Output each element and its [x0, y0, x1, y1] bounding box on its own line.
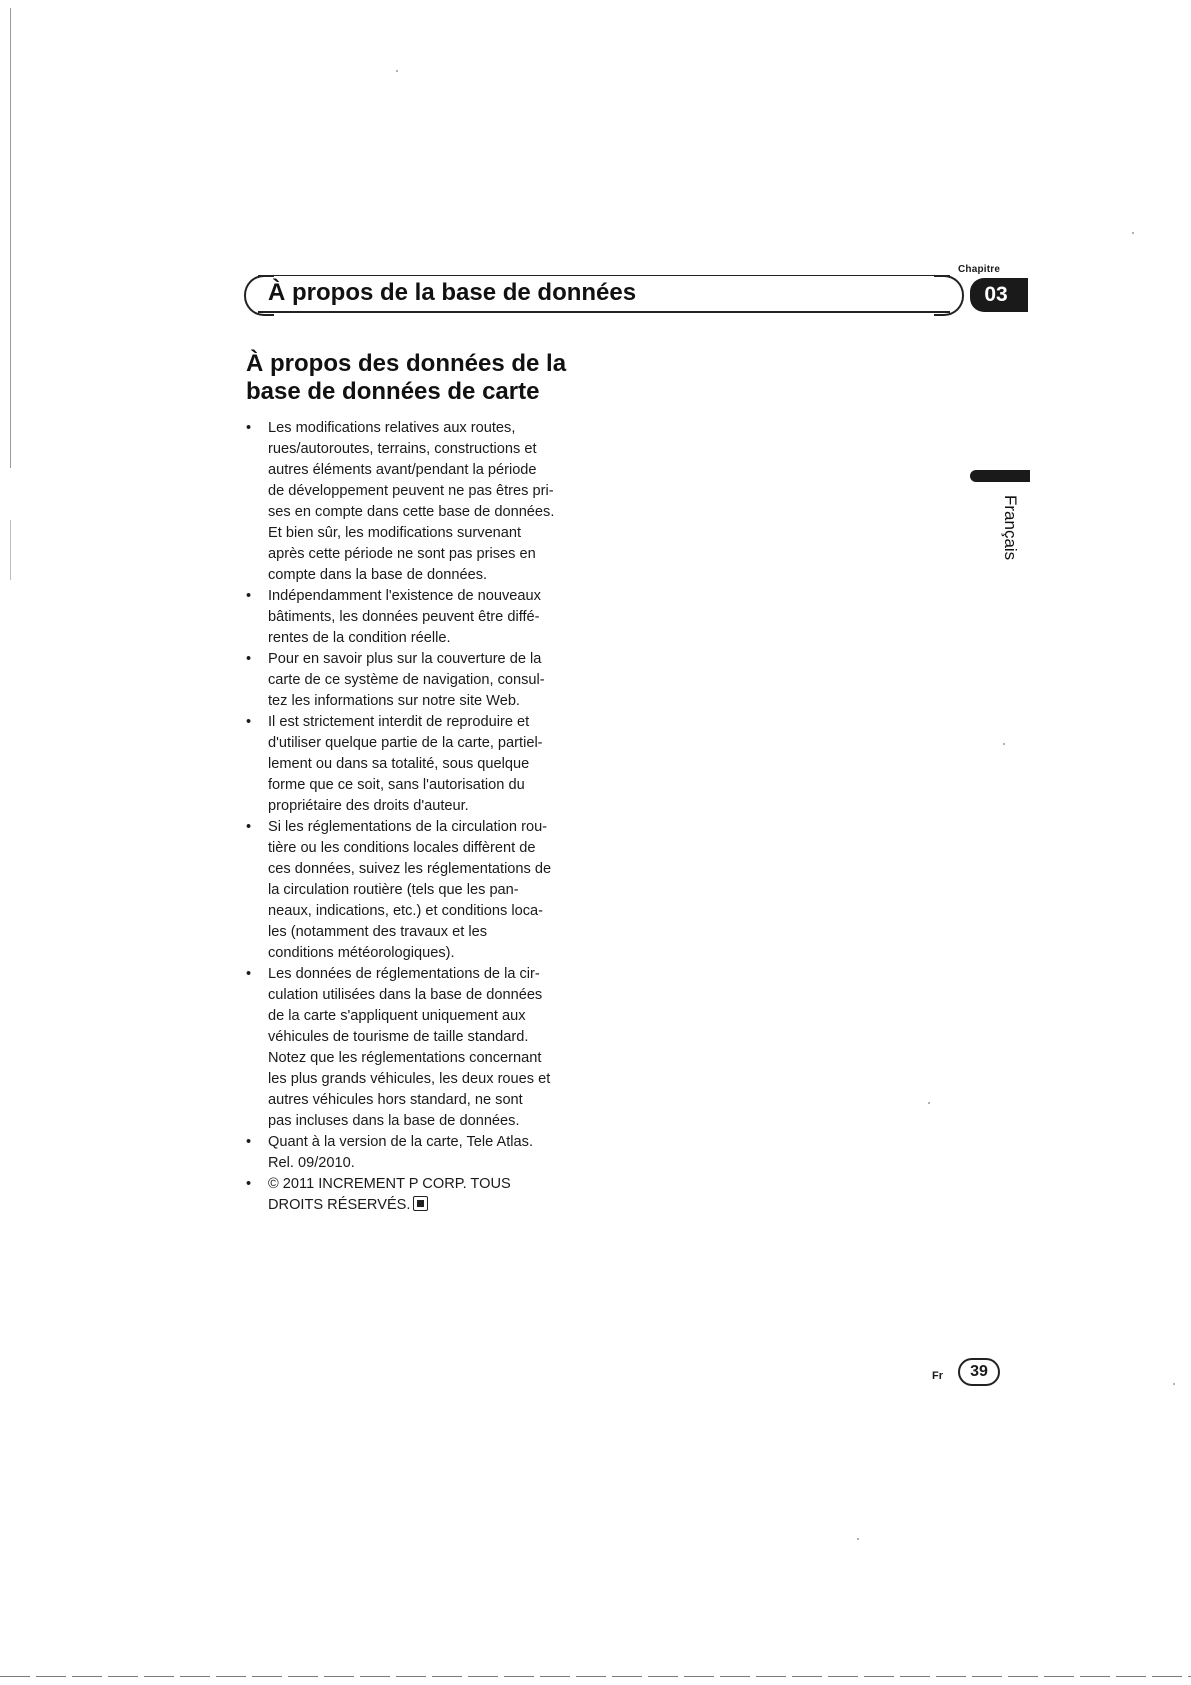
bullet-line: neaux, indications, etc.) et conditions loca- [268, 903, 544, 919]
bullet-line: • Les modifications relatives aux routes, [268, 420, 516, 436]
scan-speck [1132, 232, 1134, 234]
bullet-item [246, 817, 596, 964]
bullet-line: après cette période ne sont pas prises en [268, 546, 536, 562]
bullet-line: lement ou dans sa totalité, sous quelque [268, 756, 530, 772]
bullet-line [268, 1195, 596, 1216]
section-title-line: À propos des données de la [246, 350, 567, 377]
bullet-line: Rel. 09/2010. [268, 1155, 355, 1171]
bullet-line: • Les données de réglementations de la cir- [268, 966, 540, 982]
bullet-line: tez les informations sur notre site Web. [268, 693, 520, 709]
bullet-line: de la carte s'appliquent uniquement aux [268, 1008, 526, 1024]
section-title [246, 350, 666, 406]
bullet-item [246, 1174, 596, 1216]
bullet-line: bâtiments, les données peuvent être diffé- [268, 609, 540, 625]
scan-speck [857, 1538, 859, 1540]
scan-edge [10, 8, 11, 468]
bullet-line: • Pour en savoir plus sur la couverture de la [268, 651, 542, 667]
bullet-line: ses en compte dans cette base de données. [268, 504, 555, 520]
bullet-line: culation utilisées dans la base de données [268, 987, 543, 1003]
bullet-line: la circulation routière (tels que les pan- [268, 882, 519, 898]
bullet-line: Notez que les réglementations concernant [268, 1050, 542, 1066]
scan-speck [1173, 1383, 1175, 1385]
bullet-line: autres éléments avant/pendant la période [268, 462, 537, 478]
bullet-line: • Si les réglementations de la circulation rou- [268, 819, 548, 835]
scan-speck [1003, 743, 1005, 745]
page-language-code: Fr [932, 1370, 943, 1382]
bullet-line: d'utiliser quelque partie de la carte, partiel- [268, 735, 543, 751]
bullet-item [246, 712, 596, 817]
bullet-line: propriétaire des droits d'auteur. [268, 798, 469, 814]
bullet-line: les plus grands véhicules, les deux roues et [268, 1071, 551, 1087]
scan-speck [396, 70, 398, 72]
bullet-item [246, 586, 596, 649]
bullet-line: ces données, suivez les réglementations de [268, 861, 552, 877]
bullet-line: rentes de la condition réelle. [268, 630, 451, 646]
page-number: 39 [958, 1358, 1000, 1386]
language-tab-marker [970, 470, 1030, 482]
chapter-title: À propos de la base de données [268, 279, 637, 306]
bullet-line: • Quant à la version de la carte, Tele Atlas. [268, 1134, 534, 1150]
bullet-item [246, 418, 596, 586]
bullet-line: conditions météorologiques). [268, 945, 455, 961]
bullet-line: • Indépendamment l'existence de nouveaux [268, 588, 541, 604]
section-title-line: base de données de carte [246, 378, 540, 405]
bullet-item [246, 649, 596, 712]
bullet-line: autres véhicules hors standard, ne sont [268, 1092, 523, 1108]
bullet-line: pas incluses dans la base de données. [268, 1113, 520, 1129]
bullet-line: Et bien sûr, les modifications survenant [268, 525, 522, 541]
bullet-line: tière ou les conditions locales diffèrent de [268, 840, 536, 856]
chapter-number-badge: 03 [970, 278, 1028, 312]
chapter-label: Chapitre [958, 264, 1001, 275]
bullet-line: compte dans la base de données. [268, 567, 488, 583]
bullet-line: de développement peuvent ne pas êtres pri- [268, 483, 554, 499]
bullet-item [246, 964, 596, 1132]
bullet-line: carte de ce système de navigation, consul- [268, 672, 545, 688]
bullet-line: rues/autoroutes, terrains, constructions et [268, 441, 537, 457]
bullet-line: • © 2011 INCREMENT P CORP. TOUS [268, 1176, 511, 1192]
language-tab-label: Français [1001, 495, 1020, 561]
bullet-line-text: DROITS RÉSERVÉS. [268, 1197, 411, 1213]
end-of-section-icon [413, 1196, 428, 1211]
scan-edge [10, 520, 11, 580]
bullet-line: • Il est strictement interdit de reproduire et [268, 714, 530, 730]
scan-edge [0, 1676, 1191, 1677]
bullet-item [246, 1132, 596, 1174]
bullet-line: les (notamment des travaux et les [268, 924, 488, 940]
bullet-list [246, 418, 596, 1216]
bullet-line: forme que ce soit, sans l'autorisation du [268, 777, 525, 793]
scan-speck [928, 1102, 930, 1104]
bullet-line: véhicules de tourisme de taille standard. [268, 1029, 529, 1045]
